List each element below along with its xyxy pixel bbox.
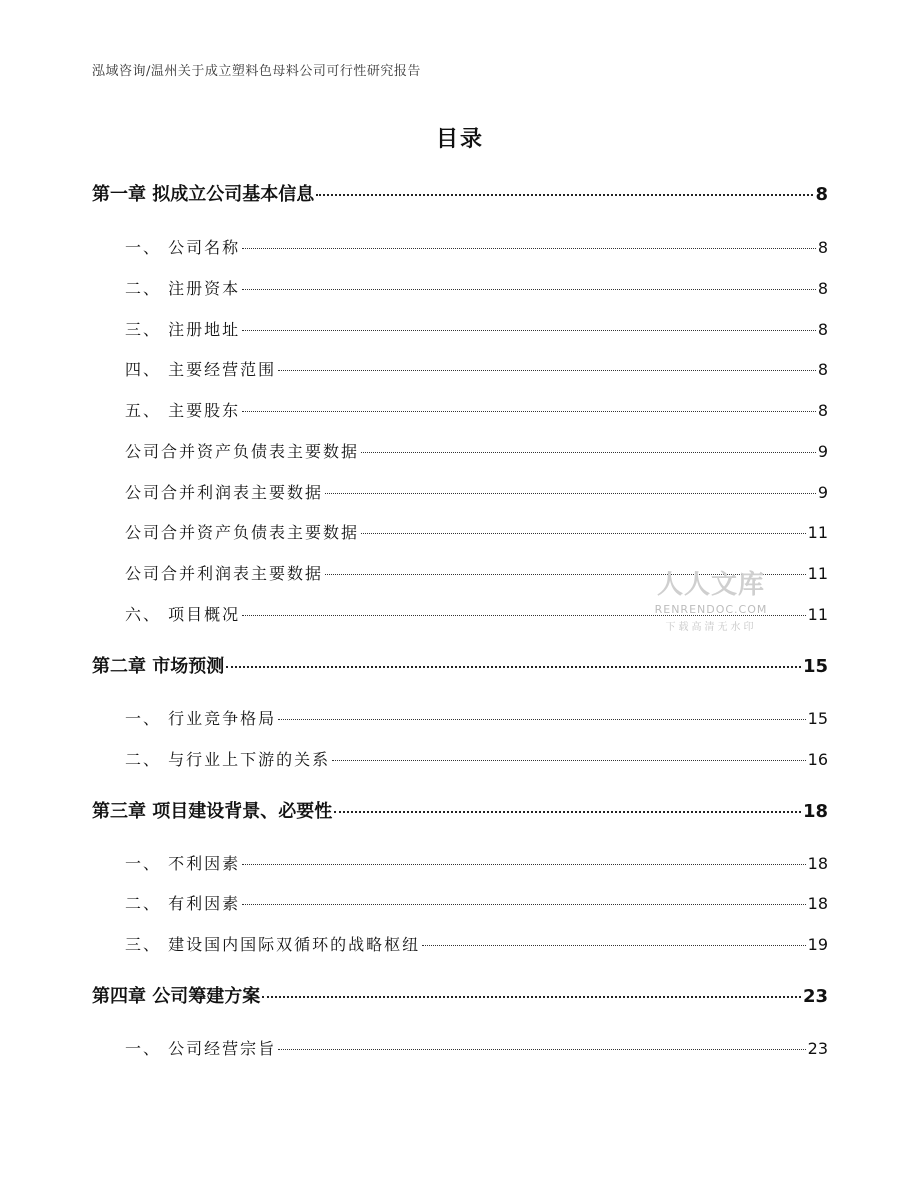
toc-entry[interactable] xyxy=(92,652,828,678)
dot-leader xyxy=(325,493,816,494)
toc-entry[interactable] xyxy=(125,317,828,340)
dot-leader xyxy=(242,330,816,331)
toc-entry-page: 8 xyxy=(815,184,828,205)
toc-entry-page: 9 xyxy=(817,483,828,502)
toc-entry[interactable] xyxy=(125,932,828,955)
toc-entry-page: 8 xyxy=(817,401,828,420)
dot-leader xyxy=(242,904,806,905)
toc-entry[interactable] xyxy=(92,180,828,206)
toc-entry-label: 公司合并资产负债表主要数据 xyxy=(125,523,360,542)
toc-entry-label: 四、 主要经营范围 xyxy=(125,360,277,379)
toc-entry-label: 第一章 拟成立公司基本信息 xyxy=(92,184,315,205)
toc-entry-page: 18 xyxy=(807,894,828,913)
watermark-url: RENRENDOC.COM xyxy=(654,603,768,616)
toc-entry-label: 一、 公司名称 xyxy=(125,238,241,257)
dot-leader xyxy=(332,760,806,761)
toc-entry-label: 六、 项目概况 xyxy=(125,605,241,624)
toc-entry-label: 第四章 公司筹建方案 xyxy=(92,986,261,1007)
dot-leader xyxy=(278,719,806,720)
toc-entry-label: 二、 与行业上下游的关系 xyxy=(125,750,331,769)
watermark-logo-text: 人人文库 xyxy=(656,570,765,600)
dot-leader xyxy=(361,452,816,453)
dot-leader xyxy=(334,811,801,813)
toc-entry-page: 8 xyxy=(817,238,828,257)
toc-entry[interactable] xyxy=(92,982,828,1008)
toc-entry-label: 公司合并利润表主要数据 xyxy=(125,483,324,502)
toc-entry-label: 公司合并利润表主要数据 xyxy=(125,564,324,583)
toc-entry-page: 15 xyxy=(802,656,828,677)
toc-entry-label: 三、 建设国内国际双循环的战略枢纽 xyxy=(125,935,421,954)
toc-entry-label: 公司合并资产负债表主要数据 xyxy=(125,442,360,461)
dot-leader xyxy=(242,411,816,412)
toc-entry-label: 二、 注册资本 xyxy=(125,279,241,298)
toc-entry-label: 一、 公司经营宗旨 xyxy=(125,1039,277,1058)
toc-entry-page: 19 xyxy=(807,935,828,954)
dot-leader xyxy=(422,945,806,946)
dot-leader xyxy=(278,1049,806,1050)
toc-entry[interactable] xyxy=(125,480,828,503)
toc-entry-page: 8 xyxy=(817,320,828,339)
dot-leader xyxy=(242,864,806,865)
toc-entry-label: 五、 主要股东 xyxy=(125,401,241,420)
watermark xyxy=(646,564,776,633)
page-header: 泓域咨询/温州关于成立塑料色母料公司可行性研究报告 xyxy=(92,64,421,79)
dot-leader xyxy=(242,248,816,249)
toc-entry-label: 二、 有利因素 xyxy=(125,894,241,913)
toc-entry-page: 18 xyxy=(807,854,828,873)
toc-entry[interactable] xyxy=(125,520,828,543)
toc-entry-page: 8 xyxy=(817,279,828,298)
toc-entry[interactable] xyxy=(125,276,828,299)
toc-entry-label: 第三章 项目建设背景、必要性 xyxy=(92,801,333,822)
toc-entry[interactable] xyxy=(125,439,828,462)
toc-entry-label: 三、 注册地址 xyxy=(125,320,241,339)
toc-entry-label: 一、 行业竞争格局 xyxy=(125,709,277,728)
toc-entry[interactable] xyxy=(125,891,828,914)
toc-entry-label: 一、 不利因素 xyxy=(125,854,241,873)
toc-entry[interactable] xyxy=(125,235,828,258)
dot-leader xyxy=(278,370,816,371)
toc-entry[interactable] xyxy=(125,747,828,770)
toc-title: 目录 xyxy=(435,127,484,152)
watermark-subtitle: 下载高清无水印 xyxy=(665,622,757,633)
toc-entry[interactable] xyxy=(125,398,828,421)
toc-entry-label: 第二章 市场预测 xyxy=(92,656,225,677)
toc-entry-page: 11 xyxy=(807,605,828,624)
toc-entry-page: 23 xyxy=(802,986,828,1007)
toc-entry-page: 11 xyxy=(807,523,828,542)
dot-leader xyxy=(262,996,801,998)
toc-entry[interactable] xyxy=(125,706,828,729)
dot-leader xyxy=(242,289,816,290)
toc-entry-page: 18 xyxy=(802,801,828,822)
dot-leader xyxy=(361,533,806,534)
toc-entry-page: 15 xyxy=(807,709,828,728)
dot-leader xyxy=(226,666,801,668)
toc-entry[interactable] xyxy=(125,851,828,874)
toc-entry-page: 8 xyxy=(817,360,828,379)
toc-entry-page: 11 xyxy=(807,564,828,583)
toc-entry-page: 16 xyxy=(807,750,828,769)
toc-entry-page: 9 xyxy=(817,442,828,461)
toc-entry[interactable] xyxy=(92,797,828,823)
dot-leader xyxy=(316,194,813,196)
toc-entry[interactable] xyxy=(125,357,828,380)
toc-entry[interactable] xyxy=(125,1036,828,1059)
toc-entry-page: 23 xyxy=(807,1039,828,1058)
